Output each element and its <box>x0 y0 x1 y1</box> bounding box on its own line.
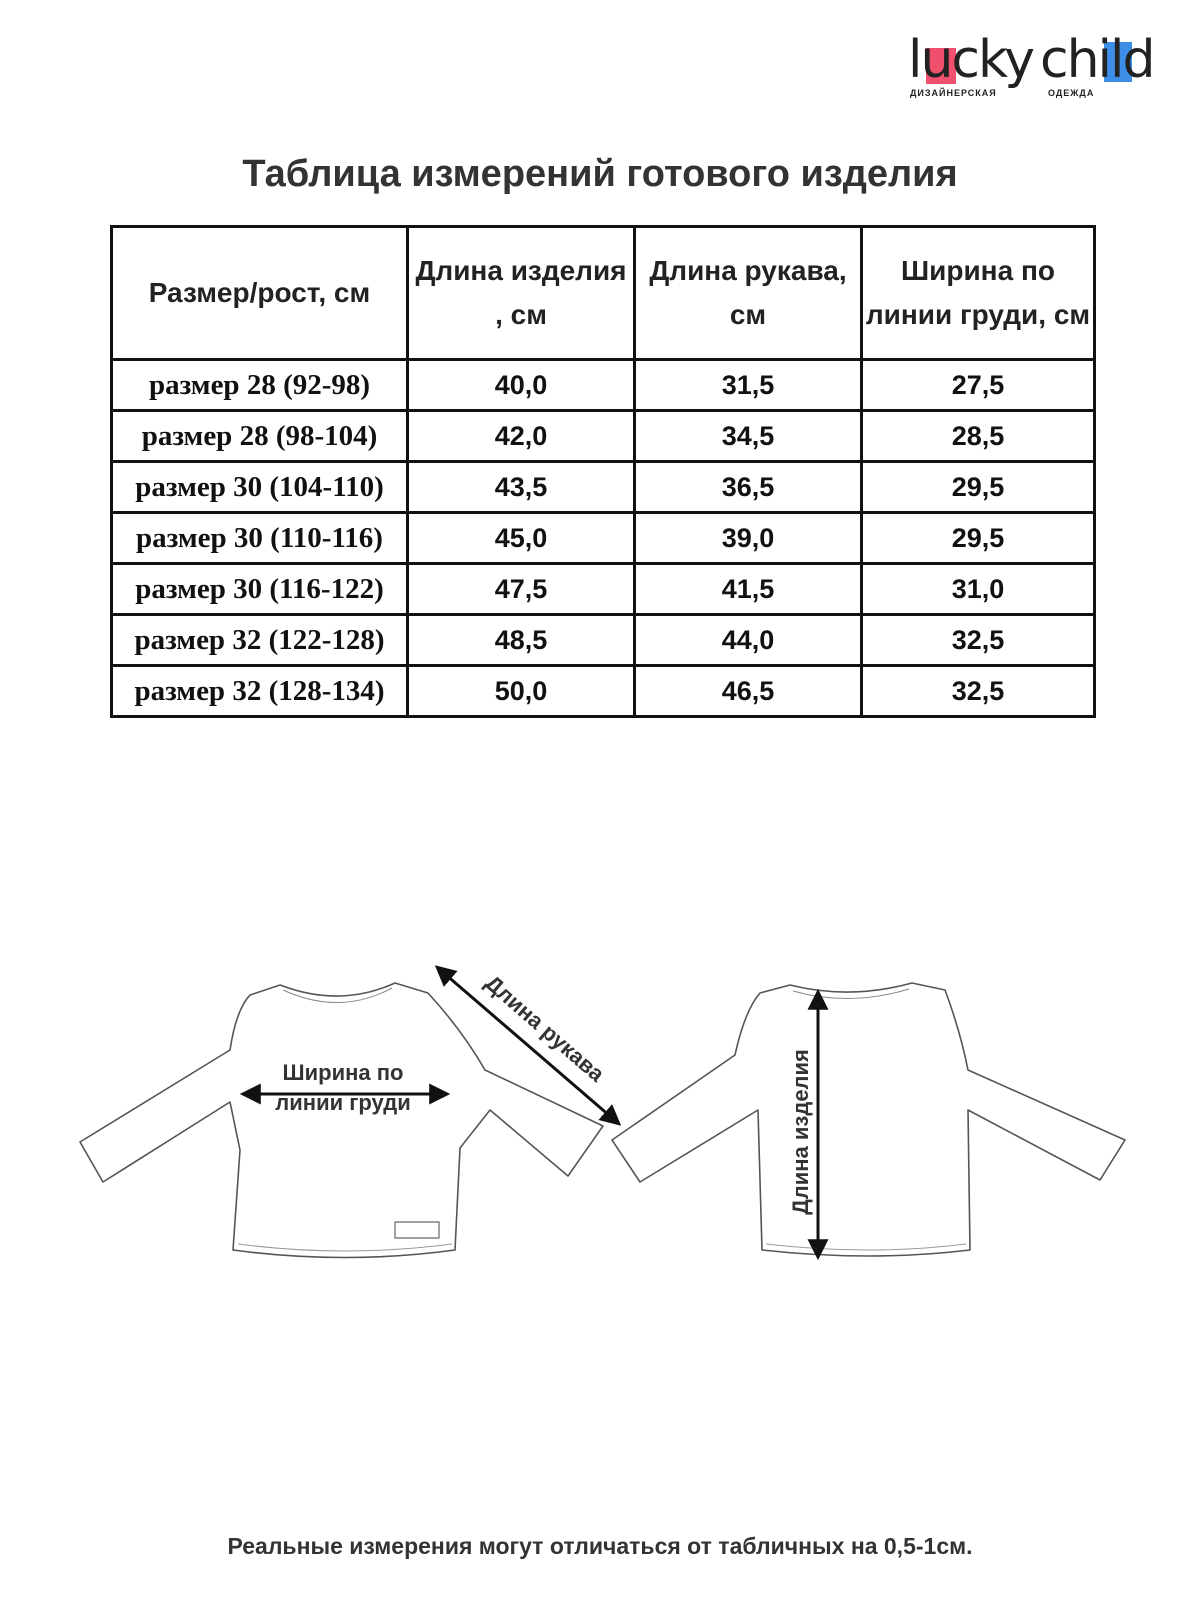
chest-cell: 29,5 <box>862 462 1095 513</box>
size-cell: размер 30 (104-110) <box>112 462 408 513</box>
size-table <box>110 225 1096 718</box>
table-row <box>112 360 1095 411</box>
header-sleeve: Длина рукава, см <box>635 227 862 360</box>
chest-cell: 32,5 <box>862 615 1095 666</box>
chest-width-label-line2: линии груди <box>275 1090 411 1115</box>
length-cell: 47,5 <box>408 564 635 615</box>
chest-cell: 29,5 <box>862 513 1095 564</box>
length-cell: 50,0 <box>408 666 635 717</box>
length-cell: 42,0 <box>408 411 635 462</box>
length-cell: 48,5 <box>408 615 635 666</box>
table-row <box>112 615 1095 666</box>
table-row <box>112 411 1095 462</box>
sleeve-cell: 34,5 <box>635 411 862 462</box>
chest-cell: 28,5 <box>862 411 1095 462</box>
logo-word-lucky: lucky <box>908 30 1034 90</box>
chest-cell: 27,5 <box>862 360 1095 411</box>
chest-cell: 31,0 <box>862 564 1095 615</box>
chest-width-label-line1: Ширина по <box>282 1060 404 1085</box>
size-cell: размер 28 (98-104) <box>112 411 408 462</box>
garment-length-label: Длина изделия <box>788 1049 813 1215</box>
footer-note: Реальные измерения могут отличаться от табличных на 0,5-1см. <box>227 1533 973 1559</box>
sleeve-cell: 44,0 <box>635 615 862 666</box>
garment-diagram <box>0 930 1200 1290</box>
table-header-row <box>112 227 1095 360</box>
page-title: Таблица измерений готового изделия <box>242 153 958 195</box>
header-size: Размер/рост, см <box>112 227 408 360</box>
size-cell: размер 30 (116-122) <box>112 564 408 615</box>
sleeve-cell: 36,5 <box>635 462 862 513</box>
table-row <box>112 513 1095 564</box>
table-row <box>112 564 1095 615</box>
logo-word-child: child <box>1040 30 1154 90</box>
length-cell: 45,0 <box>408 513 635 564</box>
sleeve-cell: 31,5 <box>635 360 862 411</box>
size-cell: размер 30 (110-116) <box>112 513 408 564</box>
sleeve-cell: 46,5 <box>635 666 862 717</box>
length-cell: 40,0 <box>408 360 635 411</box>
header-chest: Ширина по линии груди, см <box>862 227 1095 360</box>
table-row <box>112 666 1095 717</box>
header-length: Длина изделия , см <box>408 227 635 360</box>
sleeve-length-label: Длина рукава <box>480 970 610 1087</box>
logo-subtitle-right: ОДЕЖДА <box>1048 88 1095 98</box>
sleeve-cell: 41,5 <box>635 564 862 615</box>
brand-logo <box>908 30 1168 110</box>
shirt-back-drawing <box>612 983 1125 1256</box>
logo-subtitle-left: ДИЗАЙНЕРСКАЯ <box>910 88 997 98</box>
size-cell: размер 32 (128-134) <box>112 666 408 717</box>
length-cell: 43,5 <box>408 462 635 513</box>
size-cell: размер 28 (92-98) <box>112 360 408 411</box>
chest-cell: 32,5 <box>862 666 1095 717</box>
sleeve-cell: 39,0 <box>635 513 862 564</box>
table-row <box>112 462 1095 513</box>
size-cell: размер 32 (122-128) <box>112 615 408 666</box>
